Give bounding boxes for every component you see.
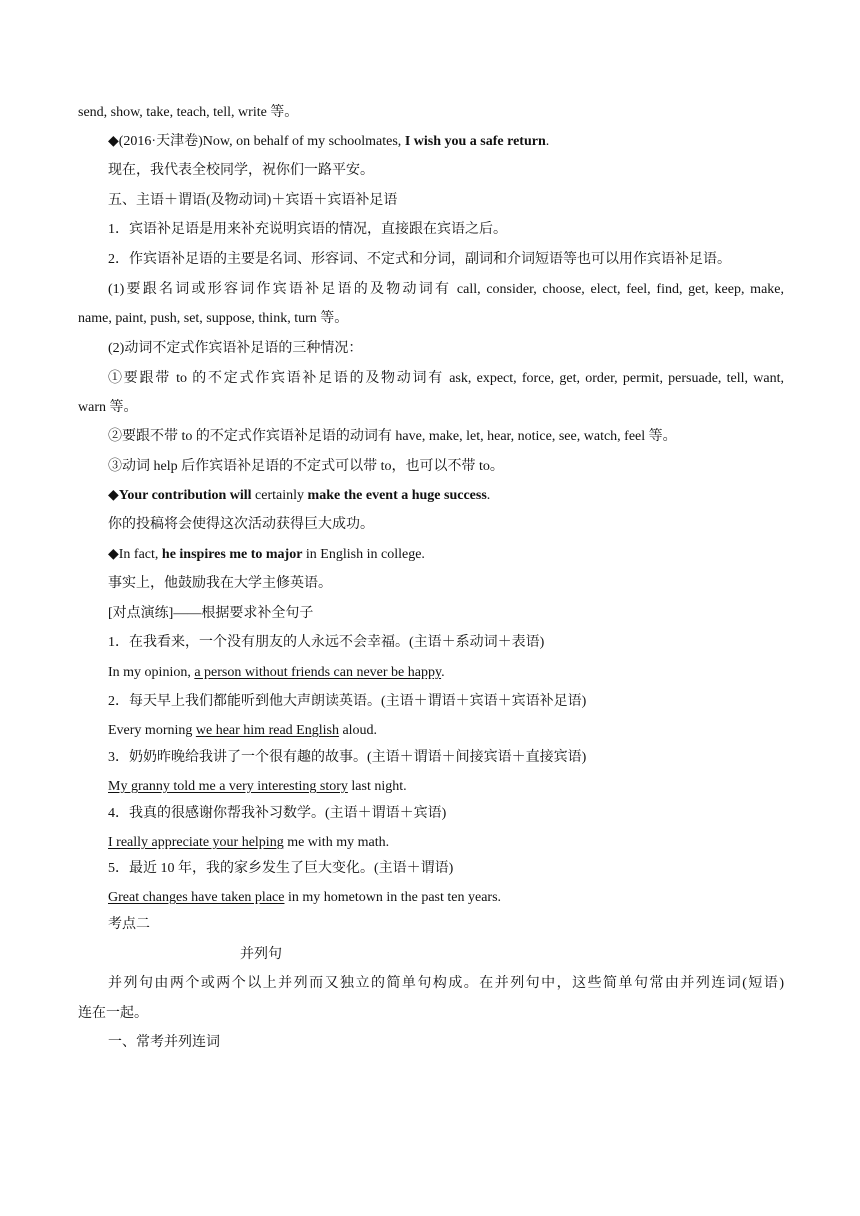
- exercise-answer: [108, 663, 445, 683]
- text-line: send, show, take, teach, tell, write 等。: [78, 105, 299, 120]
- rule-item: ①要跟带 to 的不定式作宾语补足语的及物动词有 ask, expect, force, get, order, permit, persuade, tell, want,: [108, 371, 784, 386]
- text-span: aloud.: [338, 723, 378, 738]
- text-span: certainly: [251, 488, 308, 503]
- exercise-answer: [108, 721, 377, 741]
- section-heading: 五、主语＋谓语(及物动词)＋宾语＋宾语补足语: [108, 193, 398, 208]
- paragraph-line: 并列句由两个或两个以上并列而又独立的简单句构成。在并列句中，这些简单句常由并列连词(短语): [108, 976, 784, 991]
- exercise-item: 5．最近 10 年，我的家乡发生了巨大变化。(主语＋谓语): [108, 861, 454, 876]
- exercise-item: 3．奶奶昨晚给我讲了一个很有趣的故事。(主语＋谓语＋间接宾语＋直接宾语): [108, 750, 587, 765]
- translation-line: 现在，我代表全校同学，祝你们一路平安。: [108, 163, 374, 178]
- text-line: warn 等。: [78, 400, 138, 415]
- rule-item: 2．作宾语补足语的主要是名词、形容词、不定式和分词，副词和介词短语等也可以用作宾语补足语。: [108, 252, 731, 267]
- rule-item: ③动词 help 后作宾语补足语的不定式可以带 to，也可以不带 to。: [108, 459, 504, 474]
- exercise-item: 1．在我看来，一个没有朋友的人永远不会幸福。(主语＋系动词＋表语): [108, 635, 545, 650]
- text-span: me with my math.: [283, 835, 390, 850]
- exercise-answer: [108, 777, 407, 797]
- translation-line: 事实上，他鼓励我在大学主修英语。: [108, 576, 332, 591]
- answer-underline: My granny told me a very interesting story: [108, 779, 348, 794]
- bold-span: Your contribution will: [118, 488, 252, 503]
- text-span: in English in college.: [302, 547, 425, 562]
- example-sentence: [108, 486, 490, 506]
- text-span: .: [441, 665, 445, 680]
- answer-underline: a person without friends can never be happy: [194, 665, 442, 680]
- text-span: .: [545, 134, 550, 149]
- bold-span: make the event a huge success: [307, 488, 487, 503]
- text-span: In my opinion,: [108, 665, 195, 680]
- rule-item: (1)要跟名词或形容词作宾语补足语的及物动词有 call, consider, choose, elect, feel, find, get, keep, make,: [108, 282, 784, 297]
- text-span: .: [486, 488, 491, 503]
- exercise-answer: [108, 833, 389, 853]
- answer-underline: I really appreciate your helping: [108, 835, 284, 850]
- text-span: last night.: [347, 779, 407, 794]
- topic-label: 考点二: [108, 917, 150, 932]
- text-span: Every morning: [108, 723, 196, 738]
- rule-item: ②要跟不带 to 的不定式作宾语补足语的动词有 have, make, let, hear, notice, see, watch, feel 等。: [108, 429, 677, 444]
- rule-item: (2)动词不定式作宾语补足语的三种情况：: [108, 341, 363, 356]
- paragraph-line: 连在一起。: [78, 1006, 148, 1021]
- exercise-item: 4．我真的很感谢你帮我补习数学。(主语＋谓语＋宾语): [108, 806, 447, 821]
- example-sentence: [108, 545, 425, 565]
- example-sentence: [108, 132, 549, 152]
- text-line: name, paint, push, set, suppose, think, turn 等。: [78, 311, 349, 326]
- bold-span: he inspires me to major: [161, 547, 303, 562]
- answer-underline: Great changes have taken place: [108, 890, 285, 905]
- translation-line: 你的投稿将会使得这次活动获得巨大成功。: [108, 517, 374, 532]
- section-heading: 一、常考并列连词: [108, 1035, 220, 1050]
- exercise-answer: [108, 888, 501, 908]
- text-span: in my hometown in the past ten years.: [284, 890, 502, 905]
- text-span: ◆(2016·天津卷)Now, on behalf of my schoolmates,: [108, 134, 405, 149]
- diamond-bullet: ◆: [108, 488, 119, 503]
- text-span: ◆In fact,: [108, 547, 162, 562]
- exercise-heading: [对点演练]——根据要求补全句子: [108, 606, 314, 621]
- exercise-item: 2．每天早上我们都能听到他大声朗读英语。(主语＋谓语＋宾语＋宾语补足语): [108, 694, 587, 709]
- rule-item: 1．宾语补足语是用来补充说明宾语的情况，直接跟在宾语之后。: [108, 222, 507, 237]
- topic-title: 并列句: [240, 947, 282, 962]
- bold-span: I wish you a safe return: [404, 134, 546, 149]
- answer-underline: we hear him read English: [195, 723, 339, 738]
